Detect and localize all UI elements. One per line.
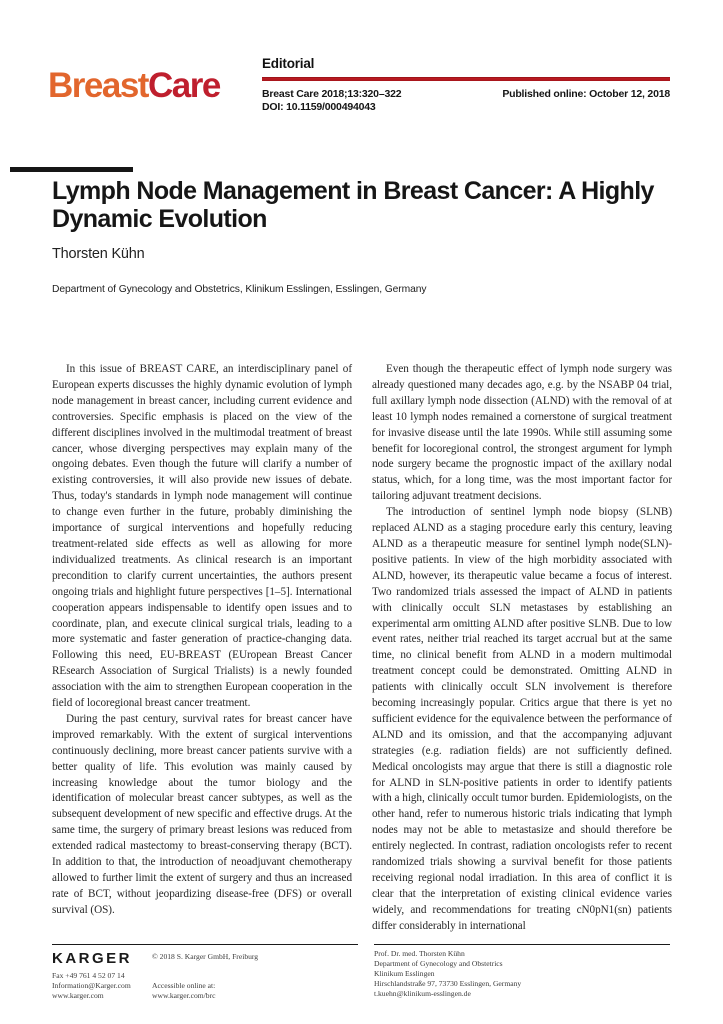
citation-block <box>262 88 401 114</box>
publisher-contact <box>52 971 131 1001</box>
body-column-right <box>372 362 672 944</box>
correspondence-name: Prof. Dr. med. Thorsten Kühn <box>374 949 465 958</box>
correspondence-address: Hirschlandstraße 97, 73730 Esslingen, Germany <box>374 979 522 988</box>
header-right <box>262 56 670 114</box>
article-title: Lymph Node Management in Breast Cancer: A Highly Dynamic Evolution <box>52 177 654 233</box>
footer-rule-right <box>374 944 670 945</box>
article-author: Thorsten Kühn <box>52 246 145 262</box>
paragraph: The introduction of sentinel lymph node biopsy (SLNB) replaced ALND as a staging procedure early this century, leaving ALND as a therapeutic measure for sentinel lymph node(SLN)-positive patients. In view of the high morbidity associated with ALND, however, its therapeutic value became a focus of interest. Two randomized trials assessed the impact of ALND in patients with clinically occult SLN metastases by establishing an experimental arm omitting ALND after positive SLNB. Due to low event rates, neither trial reached its target accrual but at the same time, no clinical benefit from ALND in a modern multimodal treatment concept could be demonstrated. Omitting ALND in patients with clinically occult SLN involvement is therefore becoming increasingly popular. Critics argue that there is yet no sufficient evidence for the equivalence between the performance of ALND and its omission, and that the accompanying adjuvant strategies (e.g. radiation fields) are not sufficiently defined. Medical oncologists may argue that there is still a diagnostic role for ALND in SLN-positive patients in order to identify patients with a high, clinically occult tumor burden. Epidemiologists, on the other hand, refer to numerous historic trials indicating that lymph nodes may not be able to metastasize and should therefore be entirely neglected. In contrast, radiation oncologists refer to recent randomized trials showing a survival benefit for those patients receiving regional nodal irradiation. In this area of conflict it is clear that the interpretation of existing clinical evidence varies widely, and recommendations for treating cN0pN1(sn) patients differ considerably in international <box>372 506 672 932</box>
publisher-email: Information@Karger.com <box>52 981 131 990</box>
paragraph: During the past century, survival rates for breast cancer have improved remarkably. With the extent of surgical interventions continuously declining, more breast cancer patients survive with a better quality of life. This evolution was mainly caused by increasing knowledge about the tumor biology and the identification of molecular breast cancer subtypes, as well as the subsequent development of new specific and effective drugs. At the same time, the surgery of primary breast lesions was reduced from extended radical mastectomy to breast-conserving therapy (BCT). In addition to that, the introduction of neoadjuvant chemotherapy allowed to further limit the extent of surgery and thus an increased rate of BCT, without jeopardizing disease-free (DFS) or overall survival (OS). <box>52 712 352 916</box>
header-meta <box>262 88 670 114</box>
publisher-website: www.karger.com <box>52 991 104 1000</box>
paragraph: Even though the therapeutic effect of lymph node surgery was already questioned many decades ago, e.g. by the NSABP 04 trial, full axillary lymph node dissection (ALND) with the removal of at least 10 lymph nodes remained a cornerstone of surgical treatment for invasive disease until the late 1990s. While still assuming some benefit for locoregional control, the strongest argument for lymph node surgery became the prognostic impact of the axillary nodal status, which, for a long time, was the most important factor for tailoring adjuvant treatment decisions. <box>372 363 672 503</box>
journal-logo <box>48 66 220 106</box>
section-label: Editorial <box>262 56 315 71</box>
copyright-text: © 2018 S. Karger GmbH, Freiburg <box>152 952 259 961</box>
citation-text: Breast Care 2018;13:320–322 <box>262 88 402 100</box>
paragraph: In this issue of BREAST CARE, an interdisciplinary panel of European experts discusses the highly dynamic evolution of lymph node management in breast cancer, including current evidence and controversies. Specific emphasis is placed on the view of the different disciplines involved in the multimodal treatment of breast cancer, whose diverging perspectives may explain many of the ongoing debates. Even though the future will clarify a number of existing controversies, it will also provide new issues of debate. Thus, today's standards in lymph node management will continue to change even further in the future, probably diminishing the importance of surgical interventions and hopefully reducing treatment-related side effects as well as allowing for more individualized treatments. As clinical research is an important precondition to clarify current uncertainties, the authors present ongoing trials and highlight future perspectives [1–5]. International cooperation appears indispensable to identify open issues and to coordinate, plan, and execute clinical surgical trials, leading to a more systematic and faster generation of practice-changing data. Following this need, EU-BREAST (EUropean Breast Cancer REsearch Association of Surgical Trialists) is a newly founded association with the aim to strengthen European cooperation in the field of locoregional breast cancer treatment. <box>52 363 352 710</box>
accessible-online-label: Accessible online at: <box>152 981 216 990</box>
accessible-online-url: www.karger.com/brc <box>152 991 216 1000</box>
correspondence-block <box>374 949 521 999</box>
journal-logo-breast: Breast <box>48 66 148 105</box>
title-black-bar <box>10 167 133 172</box>
correspondence-department: Department of Gynecology and Obstetrics <box>374 959 503 968</box>
footer-rule-left <box>52 944 358 945</box>
article-affiliation: Department of Gynecology and Obstetrics, Klinikum Esslingen, Esslingen, Germany <box>52 284 427 295</box>
publisher-logo: KARGER <box>52 950 133 967</box>
page-footer <box>52 944 672 1010</box>
body-column-left <box>52 362 352 944</box>
header-red-rule <box>262 77 670 81</box>
publisher-fax: Fax +49 761 4 52 07 14 <box>52 971 125 980</box>
article-body <box>52 362 672 944</box>
correspondence-email: t.kuehn@klinikum-esslingen.de <box>374 989 471 998</box>
correspondence-institution: Klinikum Esslingen <box>374 969 435 978</box>
accessible-online-block <box>152 981 215 1001</box>
journal-logo-care: Care <box>147 66 220 105</box>
published-online-text: Published online: October 12, 2018 <box>502 88 670 100</box>
doi-text: DOI: 10.1159/000494043 <box>262 101 376 113</box>
